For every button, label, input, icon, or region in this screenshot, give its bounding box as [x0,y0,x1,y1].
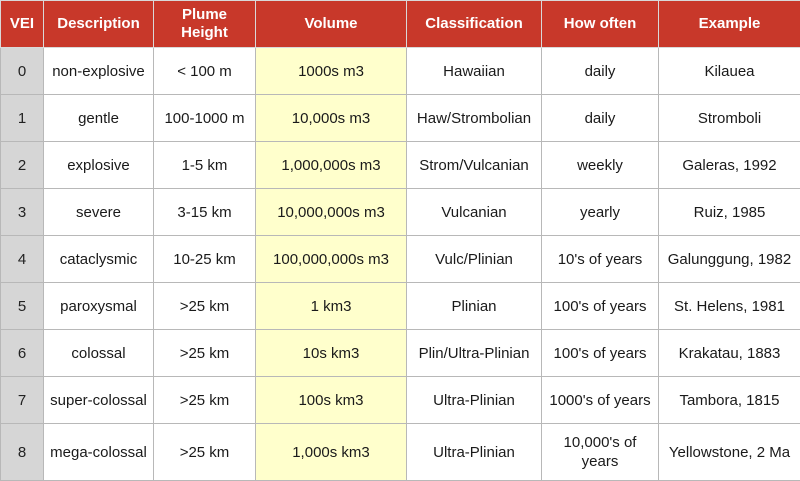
cell-vei: 8 [1,424,44,481]
cell-vei: 5 [1,283,44,330]
table-body [1,48,800,481]
cell-how-often: yearly [542,189,659,236]
cell-classification: Ultra-Plinian [407,424,542,481]
cell-plume-height: >25 km [154,377,256,424]
cell-vei: 7 [1,377,44,424]
cell-plume-height: >25 km [154,330,256,377]
cell-description: gentle [44,95,154,142]
cell-plume-height: 3-15 km [154,189,256,236]
cell-example: Krakatau, 1883 [659,330,800,377]
cell-description: explosive [44,142,154,189]
header-description: Description [44,1,154,48]
cell-classification: Plinian [407,283,542,330]
cell-vei: 3 [1,189,44,236]
cell-plume-height: 10-25 km [154,236,256,283]
cell-description: paroxysmal [44,283,154,330]
cell-classification: Strom/Vulcanian [407,142,542,189]
cell-volume: 1,000s km3 [256,424,407,481]
cell-example: Kilauea [659,48,800,95]
cell-plume-height: 100-1000 m [154,95,256,142]
cell-volume: 100s km3 [256,377,407,424]
cell-volume: 10,000s m3 [256,95,407,142]
cell-how-often: 1000's of years [542,377,659,424]
cell-classification: Plin/Ultra-Plinian [407,330,542,377]
cell-how-often [542,424,659,481]
header-plume-height [154,1,256,48]
cell-plume-height: 1-5 km [154,142,256,189]
cell-plume-height: >25 km [154,424,256,481]
cell-vei: 6 [1,330,44,377]
cell-how-often-line1: 10,000's of [564,434,637,451]
cell-how-often: 10's of years [542,236,659,283]
cell-classification: Vulcanian [407,189,542,236]
cell-classification: Vulc/Plinian [407,236,542,283]
cell-how-often: daily [542,48,659,95]
cell-volume: 10s km3 [256,330,407,377]
cell-volume: 100,000,000s m3 [256,236,407,283]
cell-example: Yellowstone, 2 Ma [659,424,800,481]
cell-description: non-explosive [44,48,154,95]
header-plume-height-line1: Plume [182,6,227,23]
cell-classification: Hawaiian [407,48,542,95]
header-volume: Volume [256,1,407,48]
cell-vei: 1 [1,95,44,142]
cell-vei: 4 [1,236,44,283]
cell-example: Ruiz, 1985 [659,189,800,236]
cell-description: colossal [44,330,154,377]
cell-description: cataclysmic [44,236,154,283]
cell-volume: 10,000,000s m3 [256,189,407,236]
table-header [1,1,800,48]
cell-how-often: 100's of years [542,283,659,330]
table-row [1,48,800,95]
cell-how-often: 100's of years [542,330,659,377]
table-row [1,142,800,189]
table-row [1,283,800,330]
header-classification: Classification [407,1,542,48]
cell-example: St. Helens, 1981 [659,283,800,330]
cell-plume-height: < 100 m [154,48,256,95]
cell-example: Stromboli [659,95,800,142]
table-row [1,189,800,236]
table-row [1,424,800,481]
cell-example: Tambora, 1815 [659,377,800,424]
table-row [1,95,800,142]
cell-vei: 2 [1,142,44,189]
table-row [1,330,800,377]
header-row [1,1,800,48]
cell-volume: 1,000,000s m3 [256,142,407,189]
cell-vei: 0 [1,48,44,95]
header-vei: VEI [1,1,44,48]
table-row [1,236,800,283]
header-example: Example [659,1,800,48]
cell-description: severe [44,189,154,236]
cell-plume-height: >25 km [154,283,256,330]
cell-how-often-line2: years [582,453,619,470]
cell-description: super-colossal [44,377,154,424]
cell-example: Galeras, 1992 [659,142,800,189]
cell-description: mega-colossal [44,424,154,481]
cell-volume: 1 km3 [256,283,407,330]
cell-volume: 1000s m3 [256,48,407,95]
header-how-often: How often [542,1,659,48]
cell-how-often: daily [542,95,659,142]
table-row [1,377,800,424]
cell-example: Galunggung, 1982 [659,236,800,283]
cell-classification: Ultra-Plinian [407,377,542,424]
cell-classification: Haw/Strombolian [407,95,542,142]
cell-how-often: weekly [542,142,659,189]
header-plume-height-line2: Height [181,24,228,41]
